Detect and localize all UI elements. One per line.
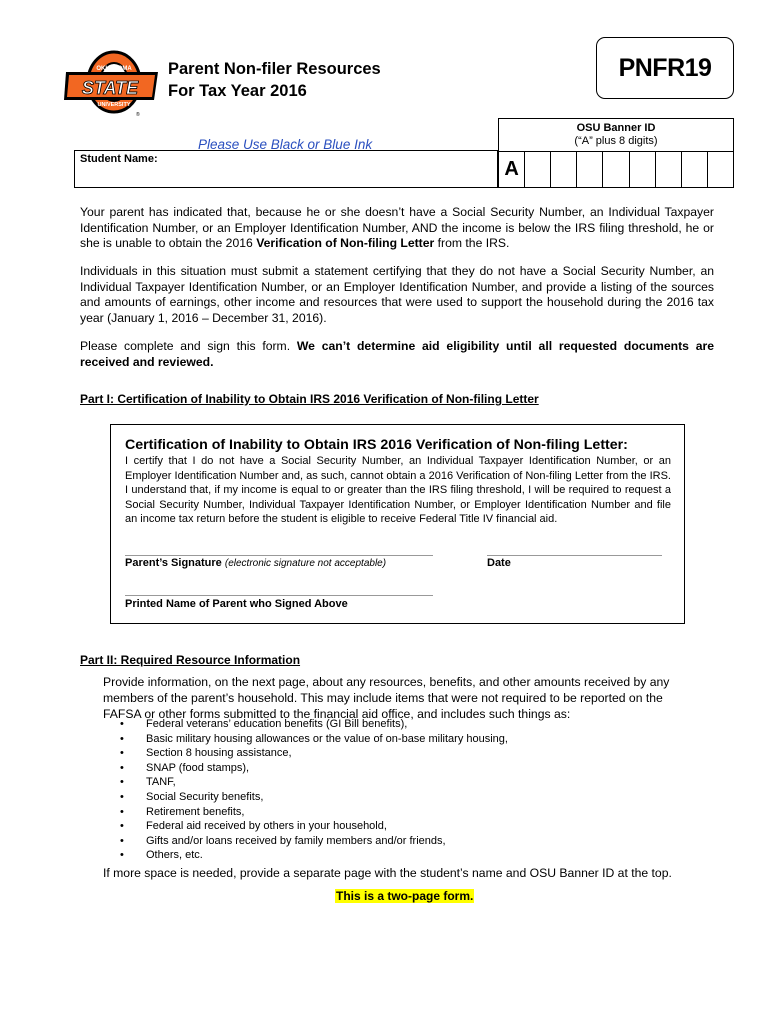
part-1-heading: Part I: Certification of Inability to Obtain IRS 2016 Verification of Non-filing Letter [80,392,539,406]
banner-id-digit[interactable] [655,152,681,187]
more-space-note: If more space is needed, provide a separate page with the student’s name and OSU Banner ID at the top. [103,866,672,880]
certification-box [110,424,685,624]
list-item: • SNAP (food stamps), [120,761,508,776]
list-item: • Social Security benefits, [120,790,508,805]
logo-text-bottom: UNIVERSITY [97,102,131,108]
printed-name-line[interactable] [125,595,433,596]
intro-paragraph-1: Your parent has indicated that, because he or she doesn’t have a Social Security Number, an Individual Taxpayer Identification Number, or an Employer Identification Number, AND the income is below the IRS filing threshold, he or she is unable to obtain the 2016 Verification of Non-filing Letter from the IRS. [80,205,714,250]
banner-id-grid [498,151,734,188]
list-item: • Others, etc. [120,848,508,863]
banner-id-digit[interactable] [629,152,655,187]
list-item: • Federal aid received by others in your household, [120,819,508,834]
part-2-intro: Provide information, on the next page, about any resources, benefits, and other amounts received by any members of the parent’s household. This may include items that were not required to be reported on the FAFSA or other forms submitted to the financial aid office, and includes such things as: [103,675,670,721]
student-name-field[interactable] [74,150,498,188]
form-title [168,58,381,102]
two-page-notice: This is a two-page form. [336,889,474,903]
date-label: Date [487,557,511,569]
osu-logo [62,50,162,116]
banner-id-title: OSU Banner ID [576,122,656,134]
list-item: • Retirement benefits, [120,805,508,820]
list-item: • Federal veterans’ education benefits (GI Bill benefits), [120,717,508,732]
certification-title: Certification of Inability to Obtain IRS 2016 Verification of Non-filing Letter: [125,437,628,453]
title-line-2: For Tax Year 2016 [168,82,307,100]
banner-id-digit[interactable] [681,152,707,187]
signature-line[interactable] [125,555,433,556]
student-name-label: Student Name: [80,153,158,165]
resource-list [120,717,508,863]
list-item: • Gifts and/or loans received by family members and/or friends, [120,834,508,849]
list-item: • Basic military housing allowances or the value of on-base military housing, [120,732,508,747]
form-code-box [596,37,734,99]
signature-label: Parent’s Signature (electronic signature not acceptable) [125,557,387,569]
intro-paragraph-2: Individuals in this situation must submit a statement certifying that they do not have a Social Security Number, an Individual Taxpayer Identification Number, or an Employer Identification Number, and provide a listing of the sources and amounts of earnings, other income and resources that were used to support the household during the 2016 tax year (January 1, 2016 – December 31, 2016). [80,264,714,325]
banner-id-hint: (“A” plus 8 digits) [574,135,658,147]
part-2-heading: Part II: Required Resource Information [80,653,301,667]
form-code: PNFR19 [618,53,712,82]
svg-text:®: ® [136,112,140,116]
banner-id-prefix: A [504,158,519,180]
certification-text: I certify that I do not have a Social Security Number, an Individual Taxpayer Identification Number, or an Employer Identification Number and, as such, cannot obtain a 2016 Verification of Non-filing Letter from the IRS. I understand that, if my income is equal to or greater than the IRS filing threshold, I will be required to request a Social Security Number, Individual Taxpayer Identification Number, or Employer Identification Number and file an income tax return before the student is eligible to receive Federal Title IV financial aid. [125,455,671,525]
list-item: • TANF, [120,775,508,790]
banner-id-header [498,118,734,151]
banner-id-digit[interactable] [524,152,550,187]
date-line[interactable] [487,555,662,556]
title-line-1: Parent Non-filer Resources [168,60,381,78]
printed-name-label: Printed Name of Parent who Signed Above [125,598,348,610]
banner-id-digit[interactable] [576,152,602,187]
banner-id-digit[interactable] [602,152,628,187]
banner-id-digit[interactable] [707,152,733,187]
banner-id-digit[interactable] [550,152,576,187]
signature-note: (electronic signature not acceptable) [224,558,387,569]
logo-text-top: OKLAHOMA [96,66,132,72]
logo-text-main: STATE [81,78,139,98]
ink-note: Please Use Black or Blue Ink [198,137,373,152]
list-item: • Section 8 housing assistance, [120,746,508,761]
intro-paragraph-3: Please complete and sign this form. We can’t determine aid eligibility until all requested documents are received and reviewed. [80,339,715,369]
